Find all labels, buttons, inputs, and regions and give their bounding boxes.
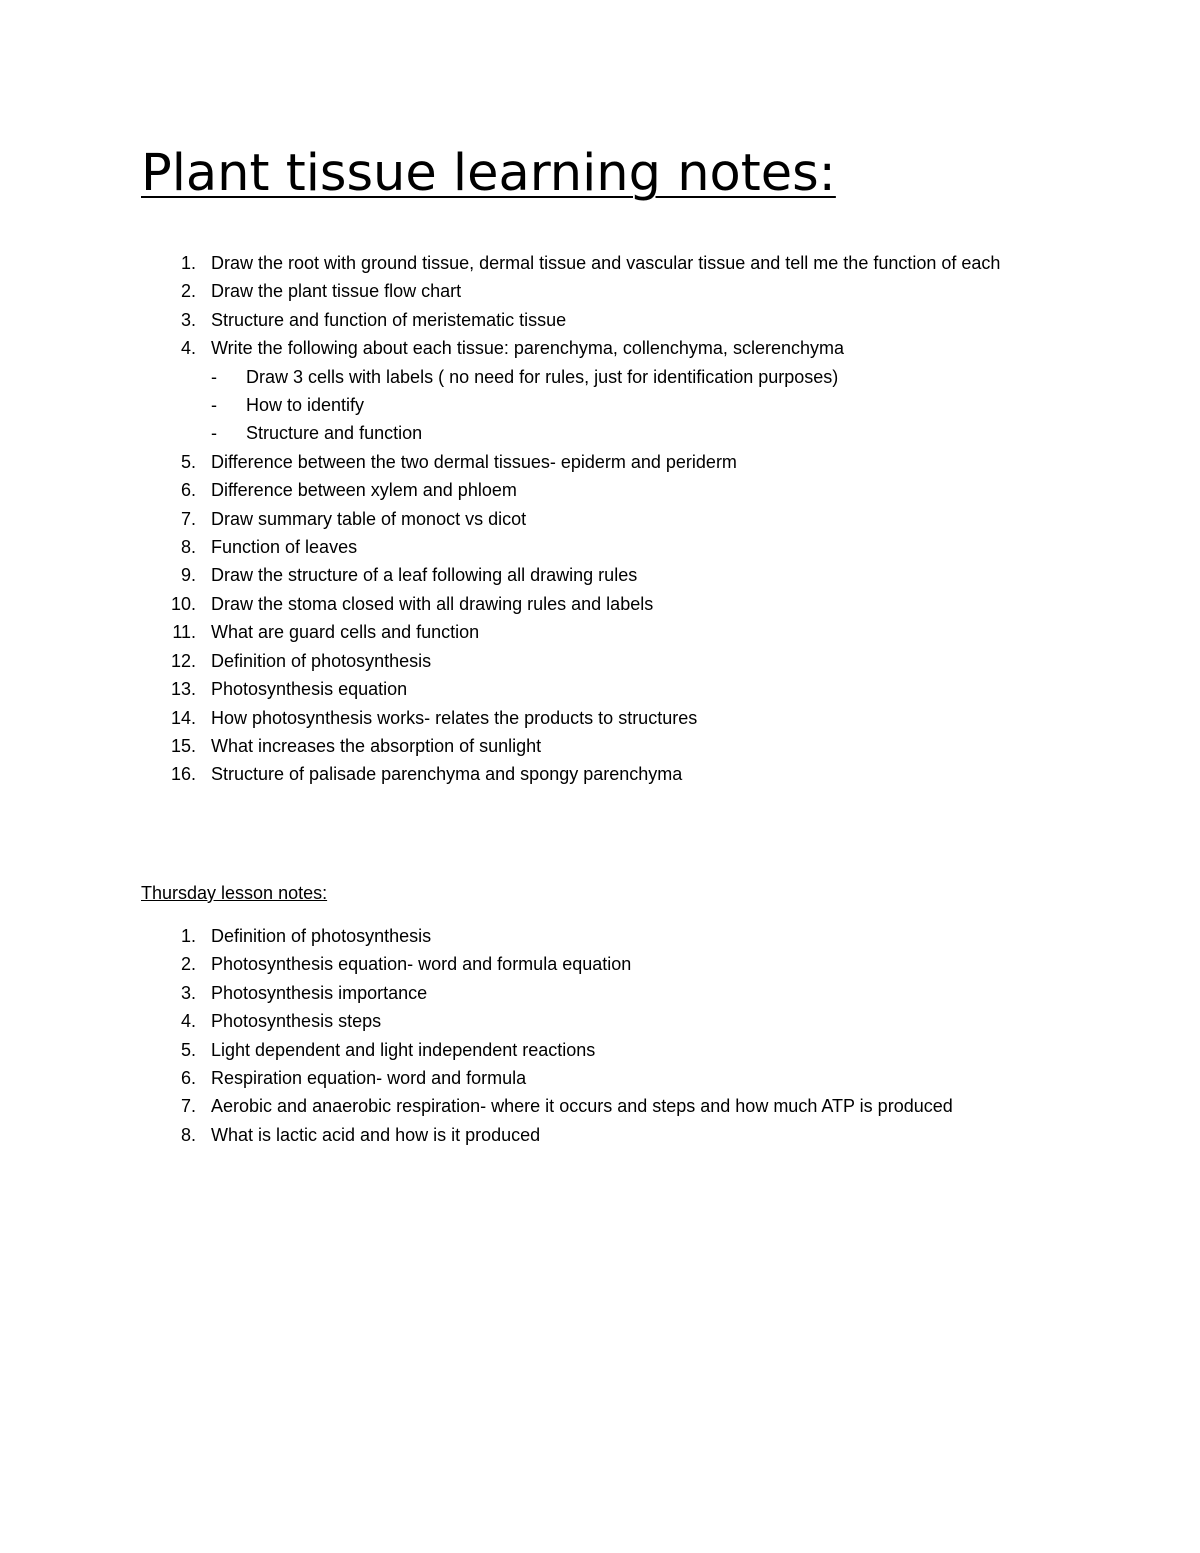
list-item-number: 14. <box>170 707 196 728</box>
list-item <box>141 277 1041 305</box>
list-item-text: Structure of palisade parenchyma and spongy parenchyma <box>211 764 683 785</box>
list-item-number: 7. <box>180 508 196 529</box>
list-item <box>141 505 1041 533</box>
list-item-text: Draw summary table of monoct vs dicot <box>211 508 527 529</box>
list-item <box>141 476 1041 504</box>
list-item-number: 1. <box>180 253 196 273</box>
list-item <box>141 979 1041 1007</box>
list-item-text: Draw the structure of a leaf following all drawing rules <box>211 565 638 586</box>
list-item <box>141 249 1041 277</box>
list-item-number: 12. <box>170 650 196 671</box>
list-item <box>141 618 1041 646</box>
list-item-number: 16. <box>170 764 196 785</box>
learning-notes-list <box>141 249 1041 789</box>
list-item-number: 5. <box>180 1039 196 1060</box>
list-item <box>141 561 1041 589</box>
list-item-number: 15. <box>170 735 196 756</box>
list-item <box>141 647 1041 675</box>
list-item <box>141 306 1041 334</box>
list-item-text: Aerobic and anaerobic respiration- where it occurs and steps and how much ATP is produced <box>211 1096 953 1117</box>
list-item-text: Difference between xylem and phloem <box>211 480 517 501</box>
list-item-number: 4. <box>180 338 196 359</box>
list-item-text: Definition of photosynthesis <box>211 926 432 946</box>
list-item-number: 3. <box>180 309 196 330</box>
list-item <box>141 675 1041 703</box>
list-item-number: 8. <box>180 1124 196 1145</box>
sub-bullet-text: Structure and function <box>246 423 423 444</box>
list-item <box>141 950 1041 978</box>
list-item-number: 4. <box>180 1011 196 1032</box>
list-item-text: Photosynthesis importance <box>211 982 428 1003</box>
list-item-text: Definition of photosynthesis <box>211 650 432 671</box>
list-item-text: What are guard cells and function <box>211 622 480 643</box>
bullet-dash: - <box>211 366 217 387</box>
list-item-text: Photosynthesis equation <box>211 679 408 700</box>
list-item-text: What is lactic acid and how is it produced <box>211 1124 541 1145</box>
sub-bullet-item <box>211 419 1006 447</box>
list-item-text: Difference between the two dermal tissues- epiderm and periderm <box>211 451 737 472</box>
list-item-text: Write the following about each tissue: parenchyma, collenchyma, sclerenchyma <box>211 338 844 359</box>
list-item-text: What increases the absorption of sunlight <box>211 735 542 756</box>
list-item <box>141 448 1041 476</box>
list-item-number: 9. <box>180 565 196 586</box>
section-subheading: Thursday lesson notes: <box>141 883 328 903</box>
sub-bullet-item <box>211 391 1006 419</box>
list-item <box>141 1092 1041 1120</box>
list-item-number: 10. <box>170 593 196 614</box>
list-item-text: Draw the root with ground tissue, dermal tissue and vascular tissue and tell me the function of each <box>211 253 1001 273</box>
sub-bullet-text: How to identify <box>246 395 365 416</box>
sub-bullet-list <box>211 363 1041 448</box>
list-item-text: Structure and function of meristematic tissue <box>211 309 567 330</box>
list-item-text: Photosynthesis steps <box>211 1011 382 1032</box>
list-item-number: 8. <box>180 537 196 558</box>
list-item-number: 2. <box>180 281 196 302</box>
list-item-text: Function of leaves <box>211 537 358 558</box>
list-item <box>141 1064 1041 1092</box>
list-item <box>141 1036 1041 1064</box>
list-item-number: 3. <box>180 982 196 1003</box>
bullet-dash: - <box>211 395 217 416</box>
list-item <box>141 533 1041 561</box>
list-item-text: Respiration equation- word and formula <box>211 1068 527 1089</box>
list-item-number: 1. <box>180 926 196 946</box>
list-item-number: 13. <box>170 679 196 700</box>
list-item-text: Light dependent and light independent reactions <box>211 1039 596 1060</box>
sub-bullet-text: Draw 3 cells with labels ( no need for rules, just for identification purposes) <box>246 366 839 387</box>
list-item <box>141 732 1041 760</box>
list-item-number: 11. <box>172 622 196 643</box>
lesson-notes-list <box>141 922 1041 1149</box>
bullet-dash: - <box>211 423 217 444</box>
list-item <box>141 760 1041 788</box>
list-item-number: 7. <box>180 1096 196 1117</box>
list-item-number: 6. <box>180 1068 196 1089</box>
list-item <box>141 1121 1041 1149</box>
list-item-text: How photosynthesis works- relates the products to structures <box>211 707 698 728</box>
list-item-text: Draw the plant tissue flow chart <box>211 281 462 302</box>
list-item <box>141 922 1041 950</box>
list-item-text: Photosynthesis equation- word and formula equation <box>211 954 632 975</box>
list-item-number: 6. <box>180 480 196 501</box>
list-item <box>141 704 1041 732</box>
page-title: Plant tissue learning notes: <box>141 144 836 203</box>
list-item <box>141 590 1041 618</box>
list-item <box>141 1007 1041 1035</box>
list-item-text: Draw the stoma closed with all drawing rules and labels <box>211 593 654 614</box>
list-item-number: 2. <box>180 954 196 975</box>
list-item <box>141 334 1041 448</box>
list-item-number: 5. <box>180 451 196 472</box>
sub-bullet-item <box>211 363 1006 391</box>
